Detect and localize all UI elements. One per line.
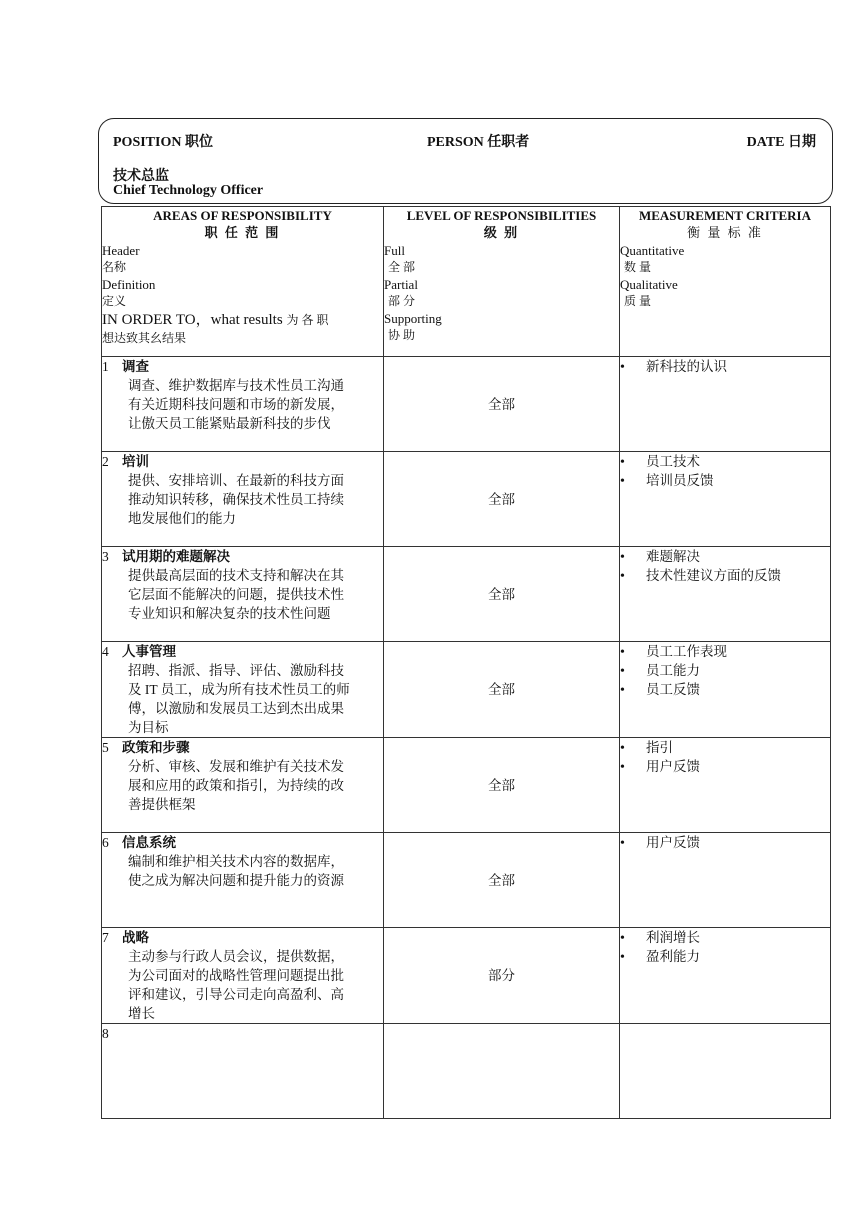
criteria-item: 质 量 — [624, 294, 652, 308]
row-number: 8 — [102, 1026, 109, 1041]
row-number: 1 — [102, 359, 109, 374]
criteria-cell — [620, 1024, 831, 1119]
area-heading — [102, 357, 383, 376]
areas-item: 名称 — [102, 260, 127, 274]
area-heading — [102, 738, 383, 757]
area-description-line: 调查、维护数据库与技术性员工沟通 — [128, 378, 344, 393]
criteria-list — [620, 738, 830, 776]
area-description-line: 为公司面对的战略性管理问题提出批 — [128, 968, 344, 983]
area-description-line: 傅，以激励和发展员工达到杰出成果 — [128, 701, 344, 716]
criteria-list — [620, 928, 830, 966]
criteria-text: 技术性建议方面的反馈 — [646, 568, 781, 583]
area-description-line: 地发展他们的能力 — [128, 511, 236, 526]
area-heading — [102, 547, 383, 566]
level-item: 部 分 — [388, 294, 416, 308]
area-cell — [102, 1024, 384, 1119]
area-heading — [102, 452, 383, 471]
criteria-list — [620, 357, 830, 376]
area-title: 战略 — [122, 930, 149, 945]
date-label: DATE 日期 — [746, 135, 816, 150]
row-number: 7 — [102, 930, 109, 945]
bullet-icon — [620, 757, 646, 777]
criteria-text: 用户反馈 — [646, 835, 700, 850]
criteria-text: 员工反馈 — [646, 682, 700, 697]
criteria-cell — [620, 642, 831, 738]
area-description-line: 它层面不能解决的问题，提供技术性 — [128, 587, 344, 602]
bullet-icon — [620, 547, 646, 567]
criteria-item — [620, 680, 830, 699]
level-cell: 全部 — [384, 357, 620, 452]
area-heading — [102, 1024, 383, 1043]
area-title: 政策和步骤 — [122, 740, 190, 755]
table-row — [102, 833, 831, 928]
table-row — [102, 547, 831, 642]
area-cell — [102, 452, 384, 547]
area-description-line: 有关近期科技问题和市场的新发展， — [128, 397, 344, 412]
area-heading — [102, 642, 383, 661]
criteria-column-header — [620, 207, 831, 357]
level-cell — [384, 1024, 620, 1119]
area-cell — [102, 738, 384, 833]
row-number: 6 — [102, 835, 109, 850]
criteria-text: 难题解决 — [646, 549, 700, 564]
area-description-line: 使之成为解决问题和提升能力的资源 — [128, 873, 344, 888]
level-item: 全 部 — [388, 260, 416, 274]
criteria-item — [620, 471, 830, 490]
area-cell — [102, 833, 384, 928]
areas-title-en: AREAS OF RESPONSIBILITY — [153, 208, 332, 223]
criteria-item: Qualitative — [620, 277, 678, 292]
bullet-icon — [620, 661, 646, 681]
criteria-item — [620, 642, 830, 661]
level-item: Full — [384, 243, 405, 258]
position-title-en: Chief Technology Officer — [113, 183, 264, 198]
bullet-icon — [620, 452, 646, 472]
area-description-line: 提供、安排培训、在最新的科技方面 — [128, 473, 344, 488]
level-title-en: LEVEL OF RESPONSIBILITIES — [406, 208, 597, 223]
level-cell: 全部 — [384, 738, 620, 833]
table-header-row — [102, 207, 831, 357]
area-cell — [102, 547, 384, 642]
level-item: Partial — [384, 277, 418, 292]
area-description-line: 评和建议，引导公司走向高盈利、高 — [128, 987, 344, 1002]
area-description-line: 让傲天员工能紧贴最新科技的步伐 — [128, 416, 331, 431]
area-description-line: 专业知识和解决复杂的技术性问题 — [128, 606, 331, 621]
bullet-icon — [620, 947, 646, 967]
criteria-text: 新科技的认识 — [646, 359, 727, 374]
criteria-item — [620, 566, 830, 585]
criteria-item: 数 量 — [624, 260, 652, 274]
criteria-cell — [620, 928, 831, 1024]
criteria-title-cn: 衡 量 标 准 — [687, 225, 763, 240]
criteria-item — [620, 357, 830, 376]
table-row — [102, 738, 831, 833]
area-title: 试用期的难题解决 — [122, 549, 230, 564]
person-label: PERSON 任职者 — [427, 135, 530, 150]
criteria-list — [620, 547, 830, 585]
criteria-text: 指引 — [646, 740, 673, 755]
areas-title-cn: 职 任 范 围 — [204, 225, 281, 240]
criteria-text: 培训员反馈 — [646, 473, 714, 488]
bullet-icon — [620, 471, 646, 491]
row-number: 5 — [102, 740, 109, 755]
bullet-icon — [620, 833, 646, 853]
area-description-line: 招聘、指派、指导、评估、激励科技 — [128, 663, 344, 678]
areas-item: Header — [102, 243, 140, 258]
area-description-line: 提供最高层面的技术支持和解决在其 — [128, 568, 344, 583]
area-title: 人事管理 — [122, 644, 176, 659]
areas-note — [102, 310, 383, 330]
criteria-text: 员工技术 — [646, 454, 700, 469]
level-title-cn: 级 别 — [483, 225, 520, 240]
area-description-line: 展和应用的政策和指引，为持续的改 — [128, 778, 344, 793]
areas-note-cn: 为 各 职 — [286, 313, 329, 327]
criteria-text: 盈利能力 — [646, 949, 700, 964]
area-cell — [102, 928, 384, 1024]
row-number: 3 — [102, 549, 109, 564]
bullet-icon — [620, 642, 646, 662]
area-description-line: 分析、审核、发展和维护有关技术发 — [128, 759, 344, 774]
areas-note-en: IN ORDER TO，what results — [102, 312, 283, 328]
bullet-icon — [620, 680, 646, 700]
areas-item: 定义 — [102, 294, 127, 308]
table-row — [102, 452, 831, 547]
criteria-text: 利润增长 — [646, 930, 700, 945]
area-description-line: 增长 — [128, 1006, 155, 1021]
area-heading — [102, 833, 383, 852]
criteria-text: 员工能力 — [646, 663, 700, 678]
position-label: POSITION 职位 — [113, 135, 213, 150]
row-number: 2 — [102, 454, 109, 469]
area-title: 调查 — [122, 359, 149, 374]
area-heading — [102, 928, 383, 947]
table-row — [102, 357, 831, 452]
criteria-text: 用户反馈 — [646, 759, 700, 774]
responsibility-table — [101, 206, 831, 1119]
level-cell: 全部 — [384, 547, 620, 642]
job-header-box — [98, 118, 833, 204]
area-description-line: 及 IT 员工，成为所有技术性员工的师 — [128, 682, 350, 697]
area-title: 信息系统 — [122, 835, 176, 850]
criteria-list — [620, 642, 830, 699]
level-item: 协 助 — [388, 328, 416, 342]
area-description-line: 善提供框架 — [128, 797, 196, 812]
table-row — [102, 642, 831, 738]
bullet-icon — [620, 738, 646, 758]
level-item: Supporting — [384, 311, 442, 326]
level-column-header — [384, 207, 620, 357]
areas-column-header — [102, 207, 384, 357]
position-title-cn: 技术总监 — [113, 169, 169, 184]
responsibility-rows — [102, 357, 831, 1119]
bullet-icon — [620, 928, 646, 948]
level-cell: 全部 — [384, 452, 620, 547]
criteria-list — [620, 452, 830, 490]
criteria-cell — [620, 738, 831, 833]
area-description-line: 为目标 — [128, 720, 169, 735]
area-description-line: 主动参与行政人员会议，提供数据， — [128, 949, 344, 964]
criteria-item — [620, 833, 830, 852]
criteria-item — [620, 757, 830, 776]
criteria-item — [620, 547, 830, 566]
area-description-line: 编制和维护相关技术内容的数据库， — [128, 854, 344, 869]
criteria-item — [620, 947, 830, 966]
criteria-item: Quantitative — [620, 243, 685, 258]
level-cell: 全部 — [384, 833, 620, 928]
areas-item: Definition — [102, 277, 156, 292]
criteria-text: 员工工作表现 — [646, 644, 727, 659]
criteria-item — [620, 738, 830, 757]
bullet-icon — [620, 357, 646, 377]
area-title: 培训 — [122, 454, 149, 469]
criteria-cell — [620, 547, 831, 642]
criteria-cell — [620, 357, 831, 452]
level-cell: 部分 — [384, 928, 620, 1024]
area-cell — [102, 357, 384, 452]
table-row — [102, 1024, 831, 1119]
criteria-item — [620, 452, 830, 471]
criteria-cell — [620, 452, 831, 547]
criteria-item — [620, 928, 830, 947]
table-row — [102, 928, 831, 1024]
criteria-title-en: MEASUREMENT CRITERIA — [638, 208, 812, 223]
bullet-icon — [620, 566, 646, 586]
level-cell: 全部 — [384, 642, 620, 738]
row-number: 4 — [102, 644, 109, 659]
criteria-item — [620, 661, 830, 680]
area-cell — [102, 642, 384, 738]
area-description-line: 推动知识转移，确保技术性员工持续 — [128, 492, 344, 507]
criteria-list — [620, 833, 830, 852]
criteria-cell — [620, 833, 831, 928]
areas-note-cn2: 想达致其幺结果 — [102, 331, 187, 345]
